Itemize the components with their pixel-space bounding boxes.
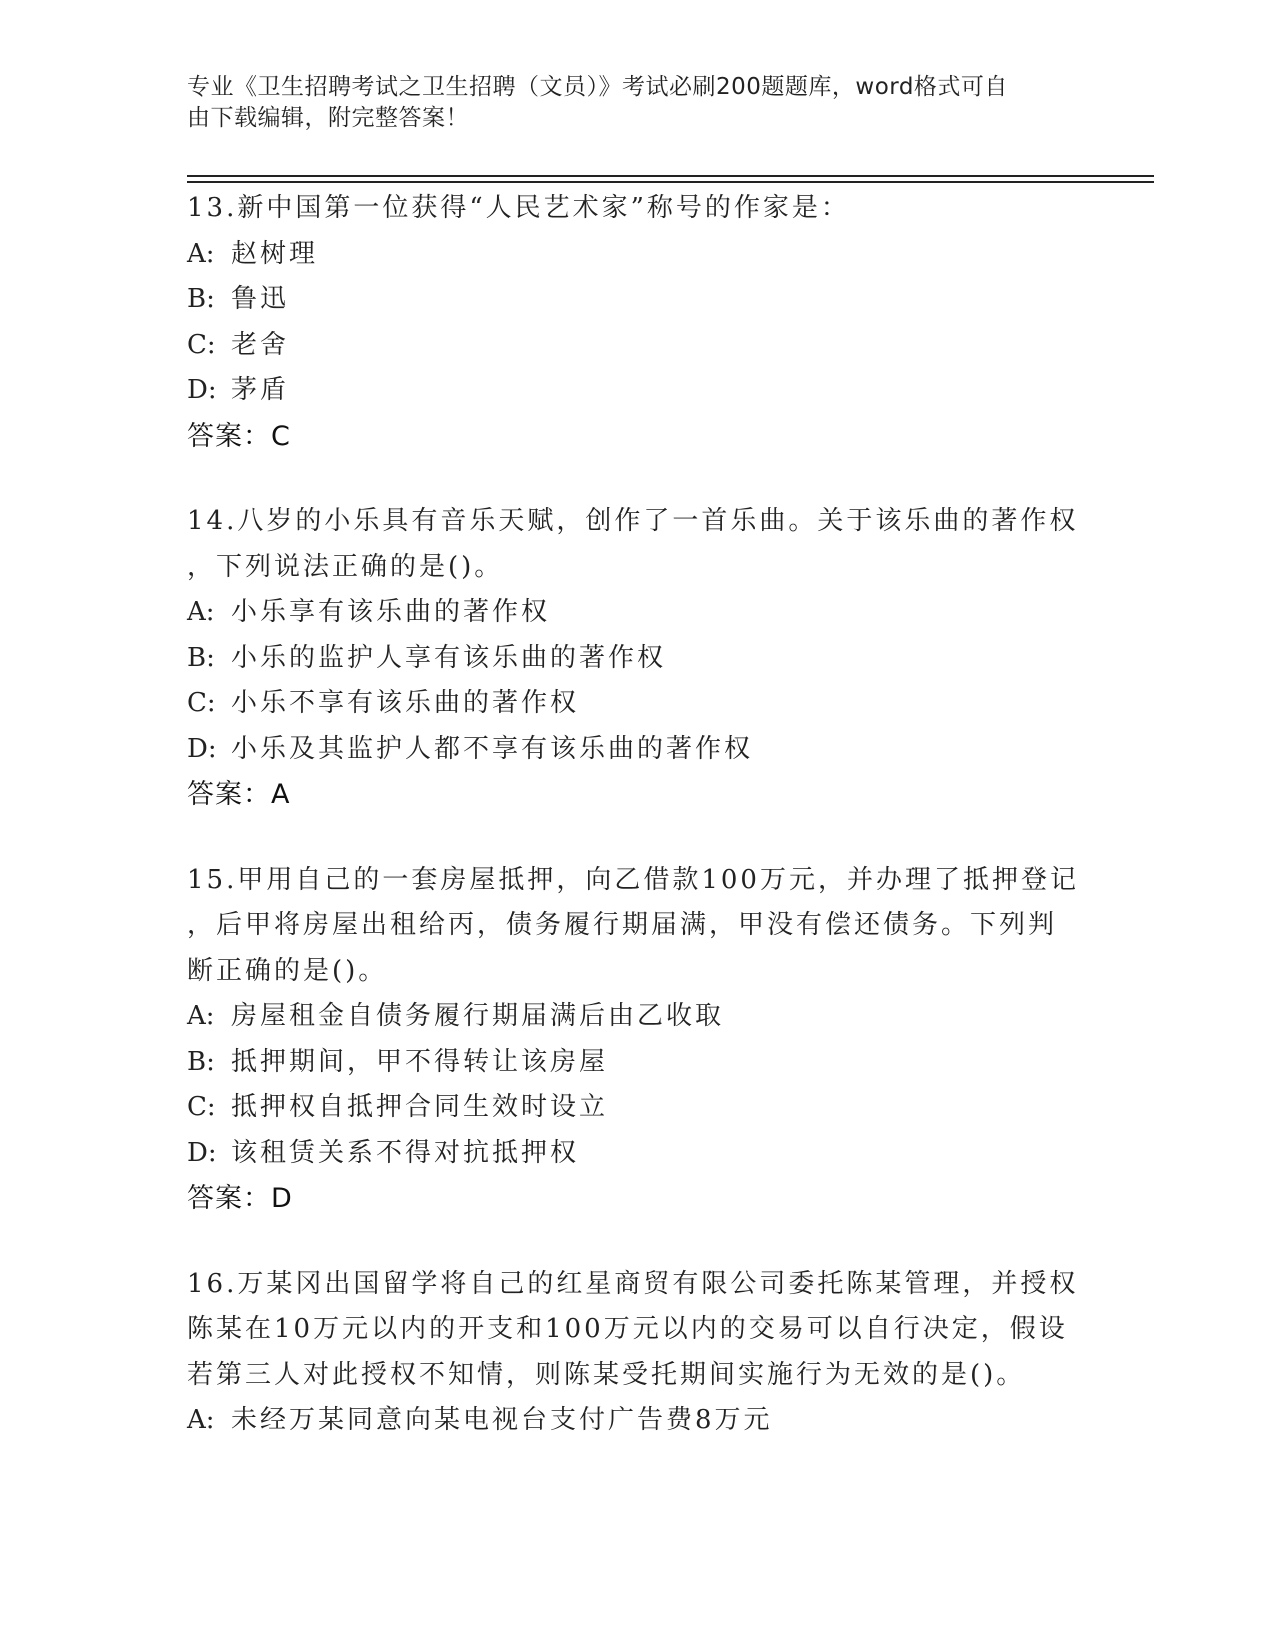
answer-key: 答案：D: [187, 1183, 293, 1214]
question-block: [187, 499, 1087, 818]
question-stem-line: 13.新中国第一位获得“人民艺术家”称号的作家是：: [187, 193, 850, 223]
question-stem-line: 16.万某冈出国留学将自己的红星商贸有限公司委托陈某管理，并授权: [187, 1268, 1079, 1299]
answer-option: [187, 1398, 1087, 1444]
header-rule-top: [187, 175, 1154, 177]
option-label: D:: [187, 1137, 217, 1168]
option-text: 茅盾: [231, 375, 290, 405]
question-stem-line: 陈某在10万元以内的开支和100万元以内的交易可以自行决定，假设: [187, 1314, 1068, 1344]
header-line-1: 专业《卫生招聘考试之卫生招聘（文员）》考试必刷200题题库，word格式可自: [187, 74, 1008, 100]
option-label: C:: [187, 329, 216, 360]
option-label: D:: [187, 375, 217, 405]
option-label: B:: [187, 642, 215, 673]
answer-option: [187, 277, 1087, 323]
answer-option: [187, 1085, 1087, 1131]
answer-option: [187, 323, 1087, 369]
option-label: A:: [187, 1405, 215, 1435]
option-label: A:: [187, 238, 215, 269]
answer-option: [187, 590, 1087, 636]
option-label: A:: [187, 597, 215, 627]
question-block: [187, 186, 1087, 459]
header-rule-bottom: [187, 181, 1154, 183]
answer-key: 答案：C: [187, 420, 291, 452]
option-text: 抵押权自抵押合同生效时设立: [231, 1092, 609, 1122]
question-block: [187, 1262, 1087, 1444]
option-text: 小乐的监护人享有该乐曲的著作权: [231, 642, 667, 673]
answer-option: [187, 681, 1087, 727]
option-text: 老舍: [231, 329, 290, 360]
option-text: 小乐享有该乐曲的著作权: [231, 597, 551, 627]
option-label: C:: [187, 1092, 216, 1122]
option-text: 该租赁关系不得对抗抵押权: [231, 1137, 580, 1168]
answer-option: [187, 994, 1087, 1040]
answer-option: [187, 232, 1087, 278]
answer-option: [187, 727, 1087, 773]
answer-option: [187, 636, 1087, 682]
answer-key: 答案：A: [187, 779, 291, 810]
option-text: 赵树理: [231, 238, 319, 269]
option-text: 鲁迅: [231, 284, 290, 314]
answer-option: [187, 1040, 1087, 1086]
question-stem-line: ，后甲将房屋出租给丙，债务履行期届满，甲没有偿还债务。下列判: [187, 910, 1058, 940]
option-label: C:: [187, 688, 216, 718]
option-text: 小乐及其监护人都不享有该乐曲的著作权: [231, 733, 754, 764]
question-block: [187, 858, 1087, 1222]
option-text: 未经万某同意向某电视台支付广告费8万元: [231, 1405, 773, 1435]
option-text: 小乐不享有该乐曲的著作权: [231, 688, 580, 718]
question-list: [187, 186, 1087, 1484]
document-header: [187, 72, 1087, 134]
option-label: D:: [187, 733, 217, 764]
answer-option: [187, 1131, 1087, 1177]
option-label: A:: [187, 1001, 215, 1031]
question-stem-line: 15.甲用自己的一套房屋抵押，向乙借款100万元，并办理了抵押登记: [187, 864, 1079, 895]
question-stem-line: 断正确的是()。: [187, 955, 388, 986]
option-label: B:: [187, 284, 215, 314]
question-stem-line: 14.八岁的小乐具有音乐天赋，创作了一首乐曲。关于该乐曲的著作权: [187, 506, 1079, 536]
answer-option: [187, 368, 1087, 414]
option-label: B:: [187, 1046, 215, 1077]
option-text: 抵押期间，甲不得转让该房屋: [231, 1046, 609, 1077]
question-stem-line: ，下列说法正确的是()。: [187, 551, 504, 582]
header-line-2: 由下载编辑，附完整答案！: [187, 105, 469, 131]
option-text: 房屋租金自债务履行期届满后由乙收取: [231, 1001, 725, 1031]
question-stem-line: 若第三人对此授权不知情，则陈某受托期间实施行为无效的是()。: [187, 1359, 1026, 1390]
